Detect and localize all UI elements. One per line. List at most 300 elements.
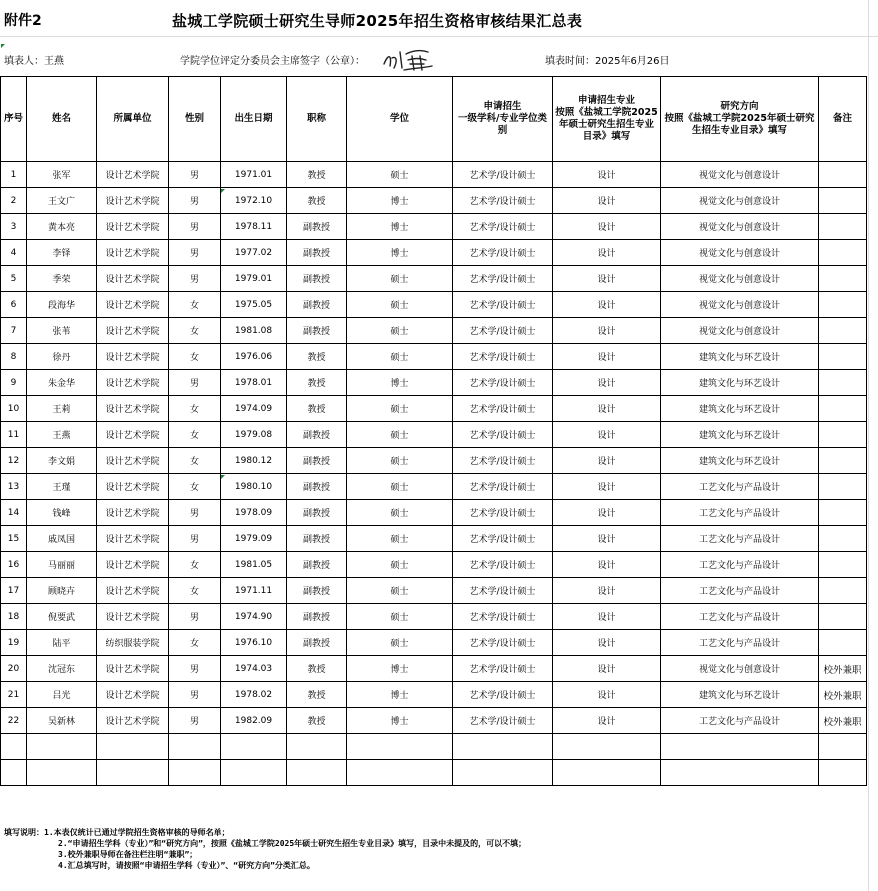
cell-direction: 工艺文化与产品设计 (661, 578, 819, 604)
cell-direction: 建筑文化与环艺设计 (661, 396, 819, 422)
cell-degree: 硕士 (347, 292, 453, 318)
cell-remark: 校外兼职 (819, 708, 867, 734)
cell-remark (819, 370, 867, 396)
cell-birth: 1978.09 (221, 500, 287, 526)
cell-major: 设计 (553, 708, 661, 734)
cell-degree: 博士 (347, 214, 453, 240)
cell-name: 黄本亮 (27, 214, 97, 240)
cell-seq: 18 (1, 604, 27, 630)
cell-remark (819, 448, 867, 474)
cell-direction: 工艺文化与产品设计 (661, 526, 819, 552)
cell-indicator-marker (221, 189, 225, 193)
cell-remark (819, 526, 867, 552)
table-row (1, 162, 867, 188)
cell-discipline: 艺术学/设计硕士 (453, 292, 553, 318)
cell-major: 设计 (553, 318, 661, 344)
header-row (1, 77, 867, 162)
empty-cell (453, 760, 553, 786)
attachment-label: 附件2 (4, 13, 42, 29)
cell-birth: 1974.90 (221, 604, 287, 630)
col-header-discipline: 申请招生 一级学科/专业学位类别 (453, 77, 553, 162)
cell-indicator-marker (1, 44, 5, 48)
note-4: 4.汇总填写时，请按照“申请招生学科（专业）”、“研究方向”分类汇总。 (58, 861, 315, 870)
cell-unit: 设计艺术学院 (97, 422, 169, 448)
cell-degree: 硕士 (347, 448, 453, 474)
table-row (1, 526, 867, 552)
filler-name: 王燕 (44, 56, 64, 67)
cell-name: 顾晓卉 (27, 578, 97, 604)
cell-name: 钱峰 (27, 500, 97, 526)
cell-title: 副教授 (287, 578, 347, 604)
cell-seq: 21 (1, 682, 27, 708)
cell-seq: 22 (1, 708, 27, 734)
col-header-direction: 研究方向 按照《盐城工学院2025年硕士研究生招生专业目录》填写 (661, 77, 819, 162)
cell-major: 设计 (553, 604, 661, 630)
table-row (1, 188, 867, 214)
cell-major: 设计 (553, 396, 661, 422)
cell-birth: 1971.01 (221, 162, 287, 188)
cell-name: 王瑾 (27, 474, 97, 500)
cell-name: 季荣 (27, 266, 97, 292)
cell-major: 设计 (553, 682, 661, 708)
cell-discipline: 艺术学/设计硕士 (453, 266, 553, 292)
cell-seq: 9 (1, 370, 27, 396)
cell-remark (819, 396, 867, 422)
cell-unit: 设计艺术学院 (97, 708, 169, 734)
cell-name: 吕光 (27, 682, 97, 708)
cell-birth: 1974.09 (221, 396, 287, 422)
cell-title: 教授 (287, 656, 347, 682)
empty-cell (347, 734, 453, 760)
table-row (1, 266, 867, 292)
table-row (1, 214, 867, 240)
empty-table-row (1, 734, 867, 760)
empty-cell (453, 734, 553, 760)
cell-direction: 视觉文化与创意设计 (661, 292, 819, 318)
cell-remark (819, 578, 867, 604)
cell-unit: 设计艺术学院 (97, 370, 169, 396)
cell-major: 设计 (553, 292, 661, 318)
cell-degree: 硕士 (347, 318, 453, 344)
cell-major: 设计 (553, 526, 661, 552)
cell-title: 副教授 (287, 448, 347, 474)
cell-name: 沈冠东 (27, 656, 97, 682)
cell-direction: 建筑文化与环艺设计 (661, 344, 819, 370)
empty-cell (347, 760, 453, 786)
filler-label: 填表人： (4, 56, 44, 67)
cell-name: 李铎 (27, 240, 97, 266)
cell-discipline: 艺术学/设计硕士 (453, 448, 553, 474)
cell-unit: 设计艺术学院 (97, 292, 169, 318)
cell-degree: 硕士 (347, 396, 453, 422)
cell-name: 李文娟 (27, 448, 97, 474)
note-3: 3.校外兼职导师在备注栏注明“兼职”； (58, 850, 198, 859)
cell-unit: 设计艺术学院 (97, 344, 169, 370)
cell-seq: 13 (1, 474, 27, 500)
cell-seq: 7 (1, 318, 27, 344)
col-header-seq: 序号 (1, 77, 27, 162)
cell-name: 朱金华 (27, 370, 97, 396)
cell-major: 设计 (553, 500, 661, 526)
cell-title: 副教授 (287, 292, 347, 318)
cell-remark (819, 162, 867, 188)
table-row (1, 344, 867, 370)
cell-unit: 设计艺术学院 (97, 396, 169, 422)
cell-major: 设计 (553, 422, 661, 448)
cell-title: 教授 (287, 370, 347, 396)
cell-unit: 设计艺术学院 (97, 604, 169, 630)
cell-seq: 19 (1, 630, 27, 656)
note-1: 填写说明：1.本表仅统计已通过学院招生资格审核的导师名单； (4, 828, 230, 837)
cell-discipline: 艺术学/设计硕士 (453, 526, 553, 552)
empty-cell (661, 760, 819, 786)
empty-cell (553, 760, 661, 786)
cell-discipline: 艺术学/设计硕士 (453, 162, 553, 188)
col-header-gender: 性别 (169, 77, 221, 162)
cell-direction: 视觉文化与创意设计 (661, 162, 819, 188)
cell-discipline: 艺术学/设计硕士 (453, 188, 553, 214)
cell-gender: 男 (169, 370, 221, 396)
table-row (1, 630, 867, 656)
cell-discipline: 艺术学/设计硕士 (453, 318, 553, 344)
cell-gender: 女 (169, 552, 221, 578)
cell-degree: 博士 (347, 370, 453, 396)
table-row (1, 708, 867, 734)
cell-name: 张苇 (27, 318, 97, 344)
cell-birth: 1978.11 (221, 214, 287, 240)
cell-discipline: 艺术学/设计硕士 (453, 422, 553, 448)
cell-gender: 男 (169, 162, 221, 188)
cell-gender: 男 (169, 656, 221, 682)
cell-direction: 工艺文化与产品设计 (661, 630, 819, 656)
table-row (1, 422, 867, 448)
cell-degree: 硕士 (347, 500, 453, 526)
cell-gender: 女 (169, 344, 221, 370)
cell-name: 马丽丽 (27, 552, 97, 578)
empty-cell (1, 760, 27, 786)
cell-title: 副教授 (287, 526, 347, 552)
cell-major: 设计 (553, 214, 661, 240)
cell-degree: 硕士 (347, 422, 453, 448)
cell-title: 副教授 (287, 474, 347, 500)
cell-discipline: 艺术学/设计硕士 (453, 656, 553, 682)
empty-cell (553, 734, 661, 760)
cell-discipline: 艺术学/设计硕士 (453, 578, 553, 604)
fill-time-label: 填表时间： (545, 56, 595, 67)
cell-major: 设计 (553, 630, 661, 656)
col-header-major: 申请招生专业 按照《盐城工学院2025年硕士研究生招生专业目录》填写 (553, 77, 661, 162)
cell-unit: 设计艺术学院 (97, 448, 169, 474)
cell-major: 设计 (553, 266, 661, 292)
empty-table-row (1, 760, 867, 786)
empty-cell (819, 760, 867, 786)
cell-gender: 男 (169, 526, 221, 552)
cell-degree: 硕士 (347, 526, 453, 552)
cell-unit: 设计艺术学院 (97, 162, 169, 188)
cell-seq: 4 (1, 240, 27, 266)
cell-direction: 建筑文化与环艺设计 (661, 448, 819, 474)
cell-direction: 建筑文化与环艺设计 (661, 370, 819, 396)
cell-degree: 博士 (347, 240, 453, 266)
cell-seq: 16 (1, 552, 27, 578)
table-row (1, 292, 867, 318)
empty-cell (1, 734, 27, 760)
cell-discipline: 艺术学/设计硕士 (453, 214, 553, 240)
cell-unit: 设计艺术学院 (97, 474, 169, 500)
cell-gender: 男 (169, 708, 221, 734)
cell-degree: 博士 (347, 682, 453, 708)
filler-info (4, 52, 64, 67)
fill-time (545, 52, 670, 67)
cell-unit: 设计艺术学院 (97, 526, 169, 552)
cell-name: 王莉 (27, 396, 97, 422)
cell-direction: 工艺文化与产品设计 (661, 708, 819, 734)
table-row (1, 370, 867, 396)
cell-title: 副教授 (287, 552, 347, 578)
cell-birth: 1975.05 (221, 292, 287, 318)
cell-seq: 3 (1, 214, 27, 240)
cell-unit: 设计艺术学院 (97, 656, 169, 682)
cell-direction: 视觉文化与创意设计 (661, 318, 819, 344)
cell-remark: 校外兼职 (819, 656, 867, 682)
cell-birth: 1980.10 (221, 474, 287, 500)
cell-title: 副教授 (287, 630, 347, 656)
cell-degree: 博士 (347, 708, 453, 734)
cell-birth: 1980.12 (221, 448, 287, 474)
cell-direction: 视觉文化与创意设计 (661, 656, 819, 682)
table-row (1, 552, 867, 578)
empty-cell (287, 760, 347, 786)
cell-title: 副教授 (287, 240, 347, 266)
cell-discipline: 艺术学/设计硕士 (453, 552, 553, 578)
fill-time-value: 2025年6月26日 (595, 56, 670, 67)
cell-gender: 女 (169, 318, 221, 344)
cell-direction: 视觉文化与创意设计 (661, 214, 819, 240)
cell-degree: 硕士 (347, 344, 453, 370)
empty-cell (27, 760, 97, 786)
cell-remark (819, 318, 867, 344)
results-table (0, 76, 867, 786)
cell-title: 教授 (287, 188, 347, 214)
cell-title: 副教授 (287, 604, 347, 630)
cell-seq: 2 (1, 188, 27, 214)
cell-seq: 17 (1, 578, 27, 604)
note-2: 2.“申请招生学科（专业）”和“研究方向”，按照《盐城工学院2025年硕士研究生招生专业目录》填写，目录中未提及的，可以不填； (58, 839, 527, 848)
cell-degree: 硕士 (347, 552, 453, 578)
cell-degree: 硕士 (347, 266, 453, 292)
cell-gender: 女 (169, 422, 221, 448)
cell-remark (819, 188, 867, 214)
cell-gender: 女 (169, 630, 221, 656)
cell-name: 张军 (27, 162, 97, 188)
cell-indicator-marker (221, 475, 225, 479)
cell-degree: 硕士 (347, 474, 453, 500)
cell-title: 教授 (287, 682, 347, 708)
cell-unit: 设计艺术学院 (97, 552, 169, 578)
cell-direction: 工艺文化与产品设计 (661, 474, 819, 500)
cell-remark (819, 266, 867, 292)
cell-remark (819, 552, 867, 578)
cell-unit: 设计艺术学院 (97, 240, 169, 266)
cell-seq: 5 (1, 266, 27, 292)
cell-remark (819, 240, 867, 266)
cell-birth: 1974.03 (221, 656, 287, 682)
empty-cell (221, 760, 287, 786)
cell-gender: 男 (169, 240, 221, 266)
cell-major: 设计 (553, 240, 661, 266)
cell-birth: 1971.11 (221, 578, 287, 604)
table-row (1, 500, 867, 526)
cell-discipline: 艺术学/设计硕士 (453, 344, 553, 370)
empty-cell (169, 760, 221, 786)
cell-unit: 设计艺术学院 (97, 682, 169, 708)
committee-sign-label: 学院学位评定分委员会主席签字（公章）： (180, 56, 365, 67)
table-row (1, 682, 867, 708)
cell-title: 副教授 (287, 422, 347, 448)
table-row (1, 240, 867, 266)
cell-unit: 设计艺术学院 (97, 318, 169, 344)
table-row (1, 318, 867, 344)
cell-gender: 男 (169, 500, 221, 526)
cell-major: 设计 (553, 656, 661, 682)
cell-gender: 男 (169, 604, 221, 630)
table-row (1, 578, 867, 604)
cell-major: 设计 (553, 448, 661, 474)
cell-major: 设计 (553, 552, 661, 578)
cell-title: 副教授 (287, 318, 347, 344)
cell-birth: 1976.10 (221, 630, 287, 656)
cell-discipline: 艺术学/设计硕士 (453, 396, 553, 422)
cell-name: 戚凤国 (27, 526, 97, 552)
cell-discipline: 艺术学/设计硕士 (453, 370, 553, 396)
cell-birth: 1979.08 (221, 422, 287, 448)
cell-degree: 博士 (347, 188, 453, 214)
empty-cell (27, 734, 97, 760)
cell-birth: 1977.02 (221, 240, 287, 266)
cell-direction: 工艺文化与产品设计 (661, 552, 819, 578)
cell-unit: 设计艺术学院 (97, 500, 169, 526)
cell-gender: 男 (169, 214, 221, 240)
cell-title: 教授 (287, 344, 347, 370)
cell-gender: 男 (169, 266, 221, 292)
table-row (1, 396, 867, 422)
col-header-name: 姓名 (27, 77, 97, 162)
cell-birth: 1976.06 (221, 344, 287, 370)
col-header-unit: 所属单位 (97, 77, 169, 162)
col-header-remark: 备注 (819, 77, 867, 162)
cell-name: 王文广 (27, 188, 97, 214)
cell-title: 教授 (287, 708, 347, 734)
empty-cell (287, 734, 347, 760)
cell-seq: 15 (1, 526, 27, 552)
cell-birth: 1982.09 (221, 708, 287, 734)
cell-major: 设计 (553, 344, 661, 370)
cell-birth: 1979.01 (221, 266, 287, 292)
cell-title: 副教授 (287, 214, 347, 240)
cell-birth: 1981.08 (221, 318, 287, 344)
cell-remark (819, 214, 867, 240)
cell-major: 设计 (553, 474, 661, 500)
table-row (1, 448, 867, 474)
cell-direction: 视觉文化与创意设计 (661, 188, 819, 214)
cell-discipline: 艺术学/设计硕士 (453, 500, 553, 526)
cell-remark (819, 500, 867, 526)
col-header-birth: 出生日期 (221, 77, 287, 162)
empty-cell (97, 760, 169, 786)
cell-unit: 设计艺术学院 (97, 266, 169, 292)
cell-direction: 视觉文化与创意设计 (661, 266, 819, 292)
cell-gender: 男 (169, 188, 221, 214)
cell-discipline: 艺术学/设计硕士 (453, 240, 553, 266)
fill-instructions (4, 827, 526, 871)
cell-seq: 6 (1, 292, 27, 318)
cell-major: 设计 (553, 162, 661, 188)
cell-unit: 设计艺术学院 (97, 578, 169, 604)
handwritten-signature (380, 44, 436, 74)
cell-gender: 女 (169, 292, 221, 318)
cell-name: 倪要武 (27, 604, 97, 630)
empty-cell (661, 734, 819, 760)
cell-direction: 工艺文化与产品设计 (661, 500, 819, 526)
cell-remark (819, 292, 867, 318)
cell-discipline: 艺术学/设计硕士 (453, 474, 553, 500)
cell-remark (819, 630, 867, 656)
cell-remark (819, 344, 867, 370)
cell-degree: 硕士 (347, 630, 453, 656)
cell-remark (819, 422, 867, 448)
cell-major: 设计 (553, 370, 661, 396)
cell-seq: 1 (1, 162, 27, 188)
empty-cell (819, 734, 867, 760)
table-body (1, 162, 867, 786)
cell-seq: 14 (1, 500, 27, 526)
empty-cell (221, 734, 287, 760)
empty-cell (169, 734, 221, 760)
col-header-degree: 学位 (347, 77, 453, 162)
cell-gender: 女 (169, 578, 221, 604)
cell-discipline: 艺术学/设计硕士 (453, 682, 553, 708)
cell-remark: 校外兼职 (819, 682, 867, 708)
cell-remark (819, 474, 867, 500)
cell-discipline: 艺术学/设计硕士 (453, 708, 553, 734)
cell-gender: 女 (169, 448, 221, 474)
cell-discipline: 艺术学/设计硕士 (453, 630, 553, 656)
cell-birth: 1972.10 (221, 188, 287, 214)
cell-name: 段海华 (27, 292, 97, 318)
cell-birth: 1978.01 (221, 370, 287, 396)
cell-name: 吴新林 (27, 708, 97, 734)
cell-gender: 女 (169, 474, 221, 500)
cell-major: 设计 (553, 188, 661, 214)
cell-direction: 工艺文化与产品设计 (661, 604, 819, 630)
cell-unit: 设计艺术学院 (97, 214, 169, 240)
table-row (1, 604, 867, 630)
cell-direction: 建筑文化与环艺设计 (661, 422, 819, 448)
table-row (1, 656, 867, 682)
table-row (1, 474, 867, 500)
cell-unit: 设计艺术学院 (97, 188, 169, 214)
cell-title: 教授 (287, 162, 347, 188)
cell-name: 陆平 (27, 630, 97, 656)
cell-unit: 纺织服装学院 (97, 630, 169, 656)
cell-birth: 1981.05 (221, 552, 287, 578)
col-header-title: 职称 (287, 77, 347, 162)
cell-direction: 建筑文化与环艺设计 (661, 682, 819, 708)
cell-birth: 1979.09 (221, 526, 287, 552)
cell-title: 副教授 (287, 266, 347, 292)
cell-major: 设计 (553, 578, 661, 604)
cell-degree: 硕士 (347, 578, 453, 604)
